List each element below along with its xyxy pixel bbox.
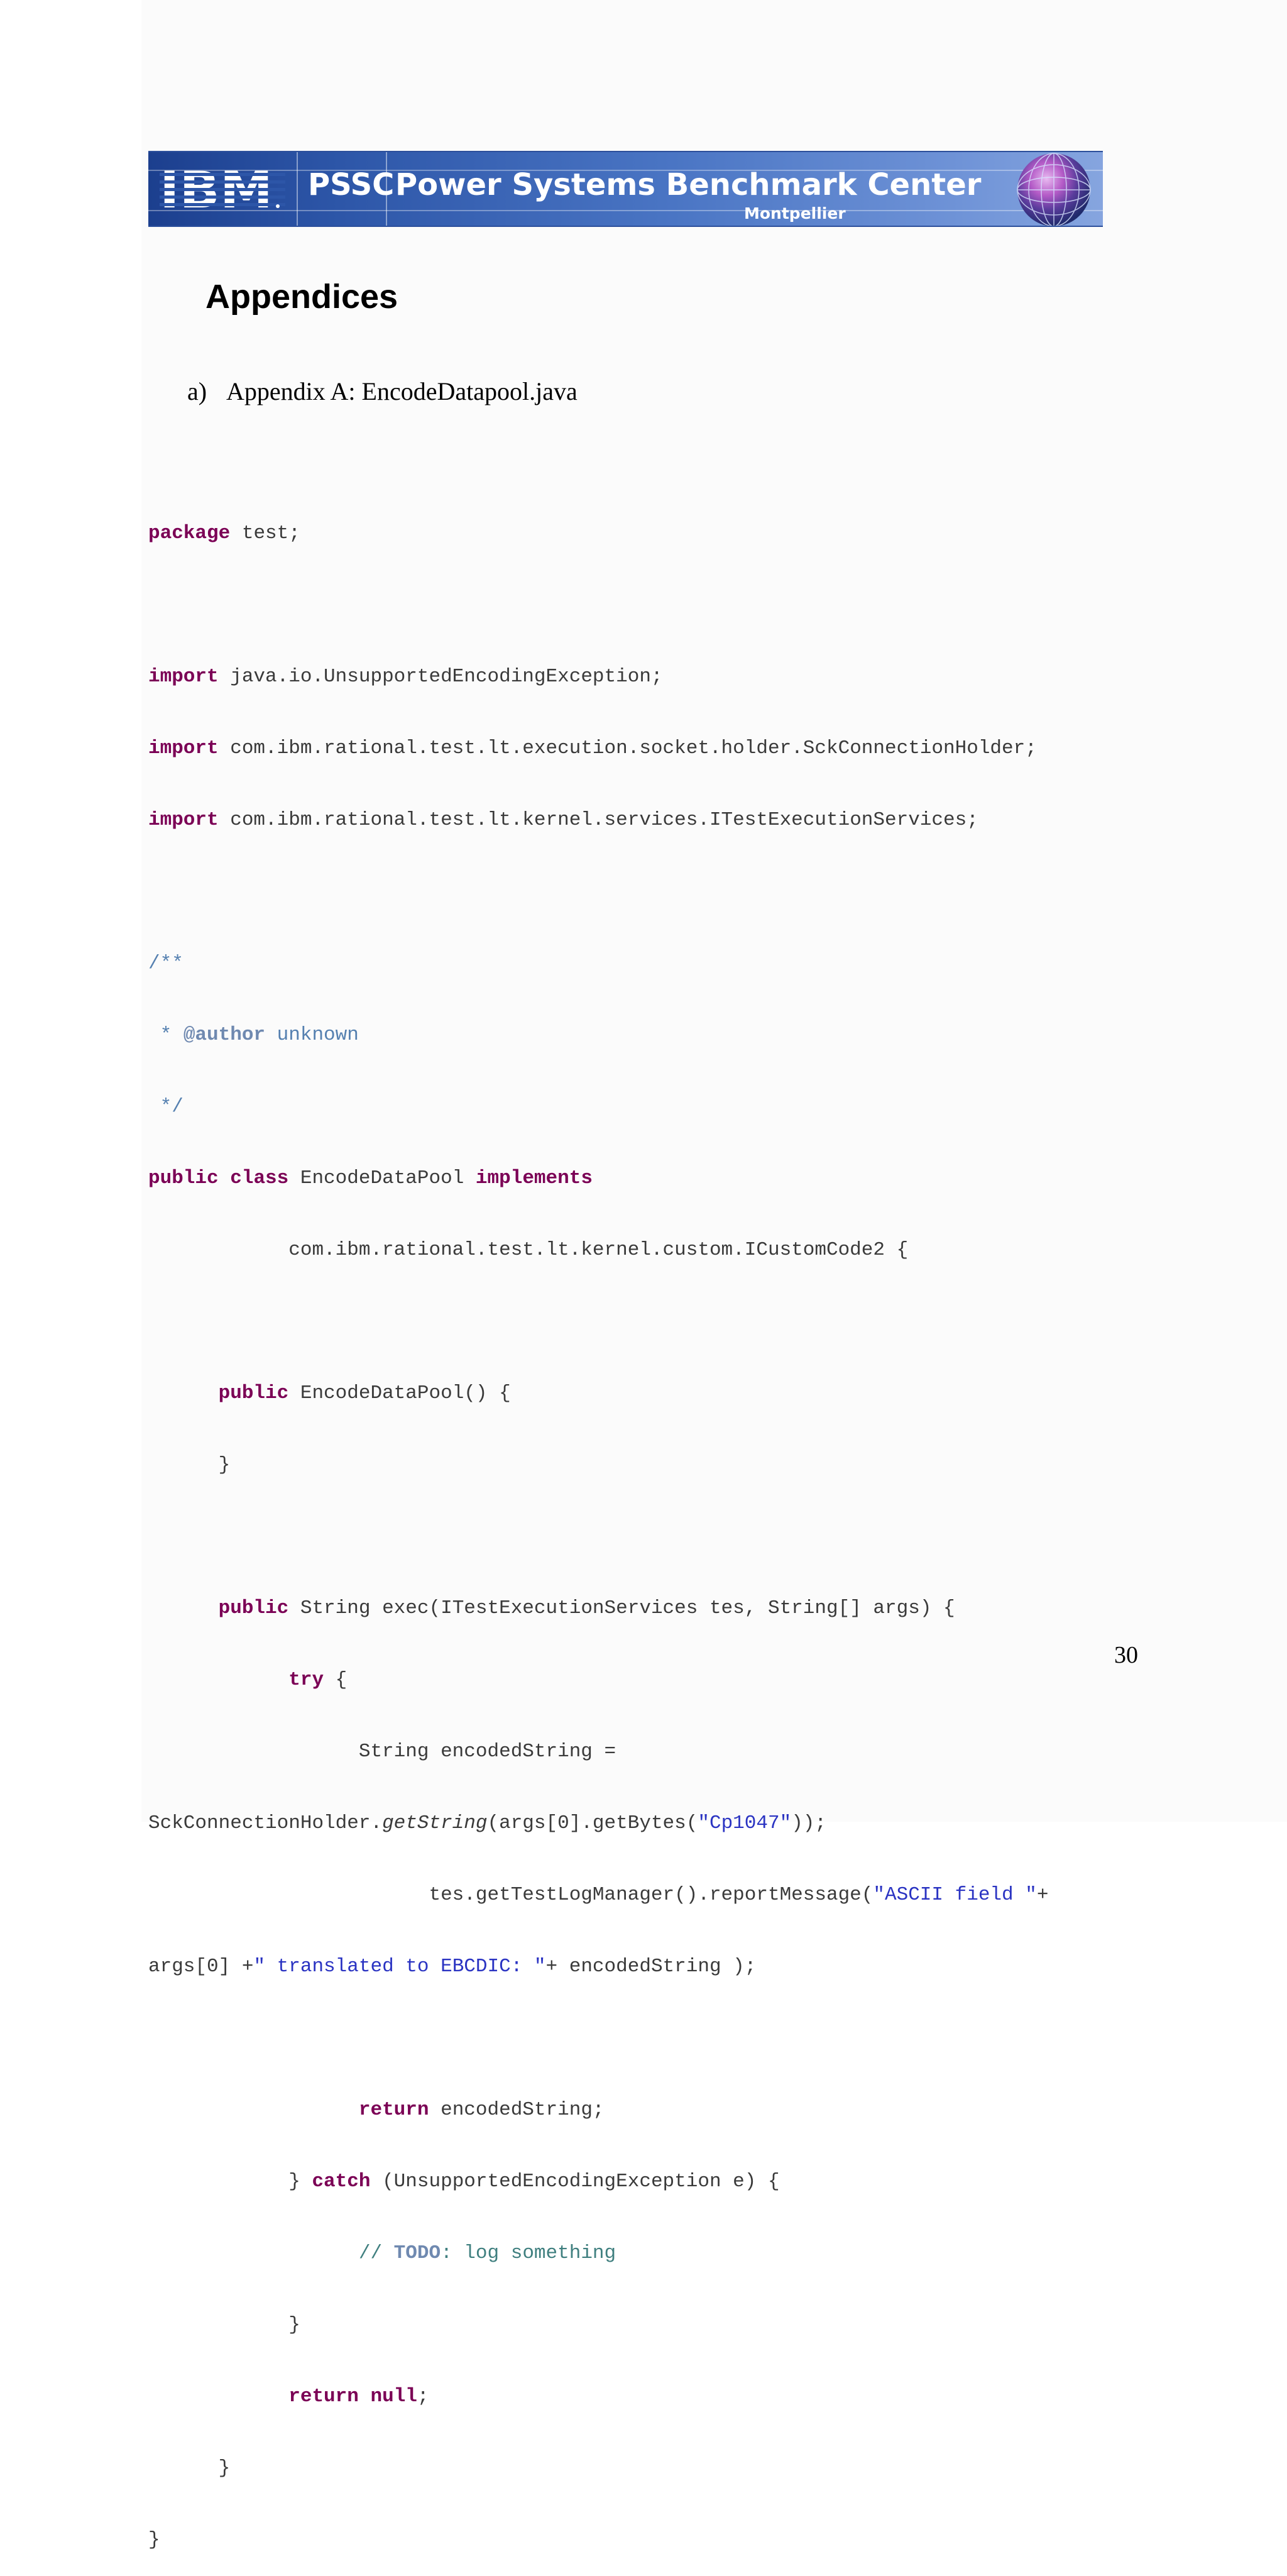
section-heading: Appendices (205, 278, 398, 316)
code-line: // TODO: log something (148, 2242, 616, 2264)
code-line: } (148, 1454, 231, 1476)
code-line: public class EncodeDataPool implements (148, 1167, 593, 1189)
code-line: import com.ibm.rational.test.lt.kernel.services.ITestExecutionServices; (148, 809, 978, 831)
code-line (148, 593, 1048, 617)
code-line: tes.getTestLogManager().reportMessage("ASCII field "+ (148, 1884, 1049, 1906)
page-number: 30 (1114, 1642, 1138, 1668)
code-line (148, 1310, 1048, 1334)
code-line: com.ibm.rational.test.lt.kernel.custom.ICustomCode2 { (148, 1239, 909, 1261)
code-line: SckConnectionHolder.getString(args[0].getBytes("Cp1047")); (148, 1812, 826, 1834)
code-line: return encodedString; (358, 2099, 605, 2121)
banner-location: Montpellier (744, 204, 846, 223)
ibm-logo (160, 165, 285, 215)
header-banner (148, 151, 1103, 227)
code-line: package test; (148, 522, 300, 544)
code-line: import com.ibm.rational.test.lt.execution.socket.holder.SckConnectionHolder; (148, 737, 1037, 759)
code-line: } catch (UnsupportedEncodingException e) { (148, 2171, 780, 2193)
code-line: try { (288, 1669, 348, 1691)
banner-rule (148, 210, 1103, 211)
code-line: import java.io.UnsupportedEncodingException; (148, 666, 663, 688)
code-line: public String exec(ITestExecutionServices tes, String[] args) { (218, 1597, 955, 1619)
code-line: String encodedString = (148, 1741, 616, 1763)
code-line (148, 2027, 1048, 2050)
banner-title: Power Systems Benchmark Center (395, 167, 982, 202)
code-line: } (148, 2457, 231, 2479)
code-listing (148, 474, 1048, 2576)
code-line: */ (148, 1096, 183, 1118)
code-line (148, 880, 1048, 904)
code-line: return null; (288, 2386, 429, 2408)
code-line: public EncodeDataPool() { (218, 1382, 511, 1404)
appendix-title: Appendix A: EncodeDatapool.java (226, 377, 578, 405)
globe-icon (1009, 152, 1098, 227)
code-line (148, 1525, 1048, 1549)
banner-divider (297, 152, 298, 226)
list-marker: a) (187, 377, 207, 405)
code-line: * @author unknown (148, 1024, 359, 1046)
code-line: args[0] +" translated to EBCDIC: "+ encodedString ); (148, 1956, 757, 1978)
code-line: /** (148, 952, 183, 974)
code-line: } (148, 2529, 160, 2551)
banner-abbreviation: PSSC (308, 167, 395, 202)
appendix-title-line (187, 379, 578, 404)
code-line: } (148, 2314, 300, 2336)
